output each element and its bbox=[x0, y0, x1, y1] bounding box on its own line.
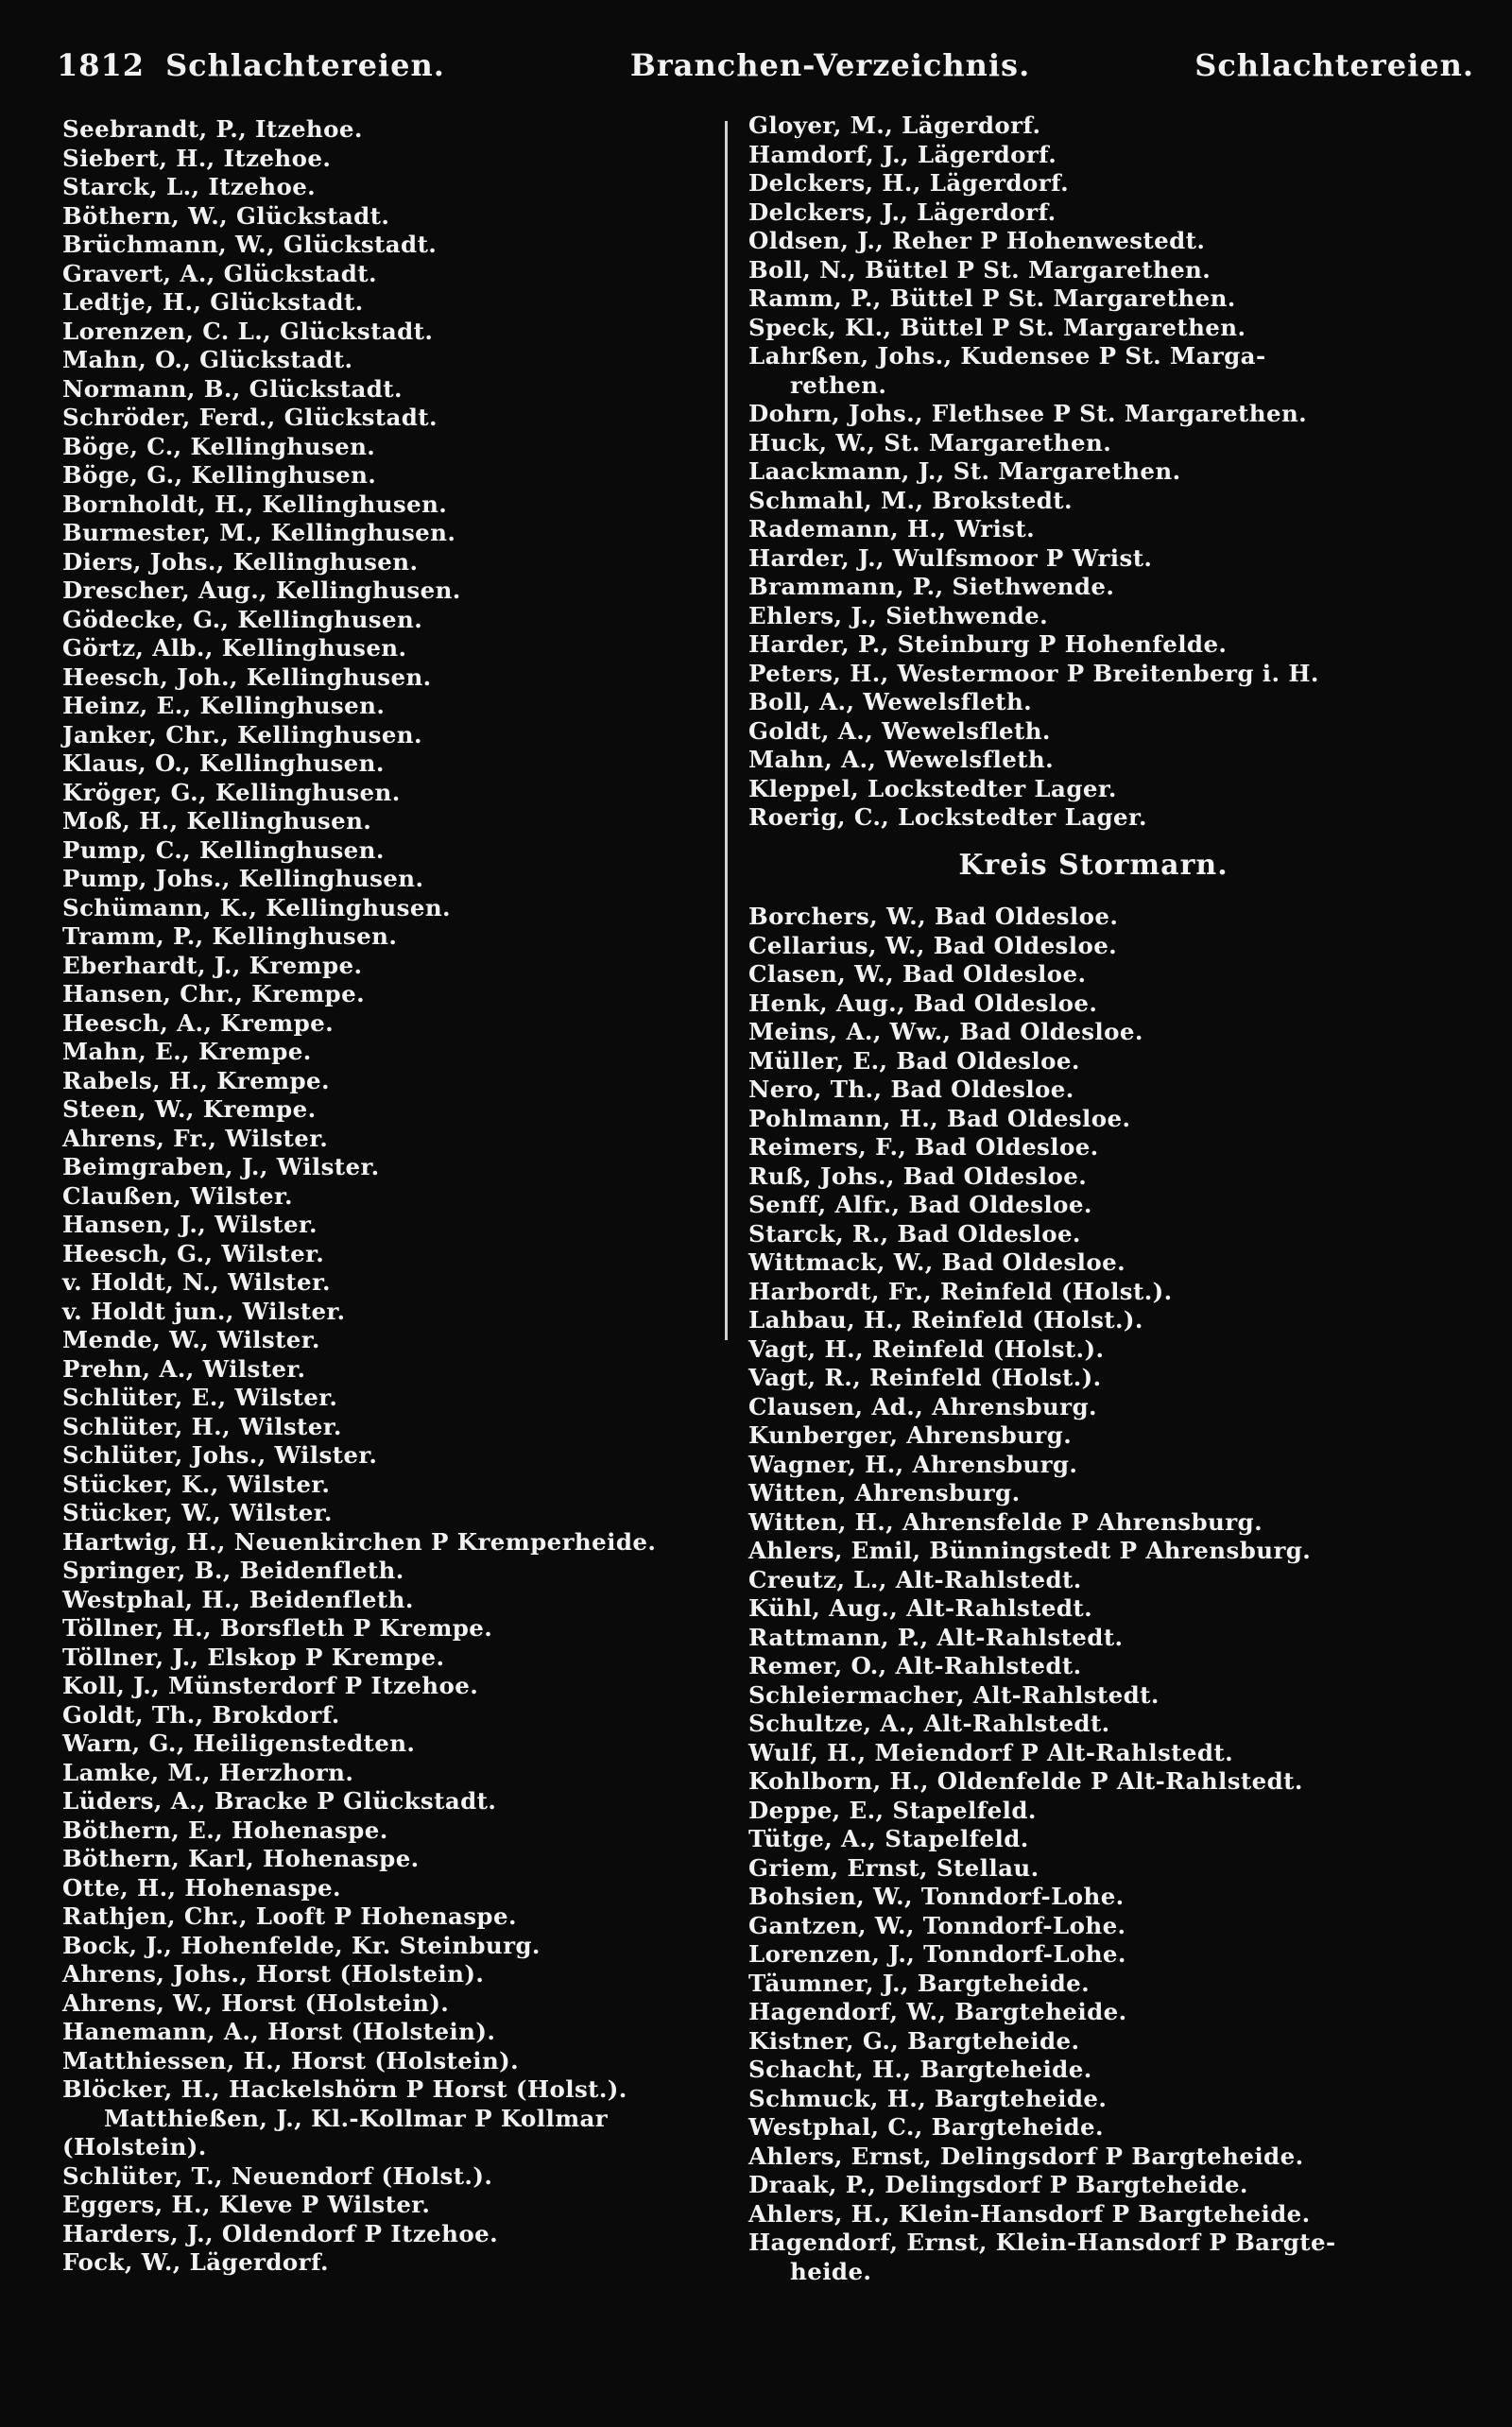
directory-entry: Töllner, J., Elskop P Krempe. bbox=[62, 1643, 445, 1671]
directory-entry: Starck, L., Itzehoe. bbox=[62, 173, 317, 200]
directory-entry: Böthern, W., Glückstadt. bbox=[62, 201, 390, 230]
directory-entry: Böge, C., Kellinghusen. bbox=[62, 432, 376, 460]
directory-entry: Blöcker, H., Hackelshörn P Horst (Holst.). bbox=[62, 2075, 627, 2103]
directory-entry: Rathjen, Chr., Looft P Hohenaspe. bbox=[62, 1902, 517, 1930]
directory-entry: Delckers, H., Lägerdorf. bbox=[748, 169, 1070, 197]
directory-entry: Schröder, Ferd., Glückstadt. bbox=[62, 404, 438, 431]
directory-entry: Cellarius, W., Bad Oldesloe. bbox=[748, 931, 1118, 959]
directory-entry: Wagner, H., Ahrensburg. bbox=[748, 1450, 1078, 1478]
directory-entry: Ahrens, W., Horst (Holstein). bbox=[62, 1988, 450, 2017]
directory-entry: Boll, N., Büttel P St. Margarethen. bbox=[748, 255, 1211, 284]
directory-entry: Gloyer, M., Lägerdorf. bbox=[748, 112, 1041, 139]
directory-entry: Tramm, P., Kellinghusen. bbox=[62, 922, 398, 950]
directory-entry: Senff, Alfr., Bad Oldesloe. bbox=[748, 1191, 1092, 1218]
left-column bbox=[62, 115, 733, 2278]
directory-entry: Bock, J., Hohenfelde, Kr. Steinburg. bbox=[62, 1931, 541, 1959]
directory-entry: Boll, A., Wewelsfleth. bbox=[748, 688, 1033, 715]
directory-entry: Schlüter, Johs., Wilster. bbox=[62, 1441, 378, 1469]
directory-entry: Lüders, A., Bracke P Glückstadt. bbox=[62, 1787, 497, 1815]
header-left bbox=[57, 47, 466, 83]
directory-entry: Burmester, M., Kellinghusen. bbox=[62, 519, 456, 546]
directory-entry: Griem, Ernst, Stellau. bbox=[748, 1853, 1040, 1882]
directory-entry: Böge, G., Kellinghusen. bbox=[62, 461, 377, 489]
directory-entry: Kunberger, Ahrensburg. bbox=[748, 1421, 1073, 1449]
directory-entry: Lahrßen, Johs., Kudensee P St. Marga- bbox=[748, 342, 1266, 370]
directory-entry: Seebrandt, P., Itzehoe. bbox=[62, 115, 363, 143]
directory-entry: Speck, Kl., Büttel P St. Margarethen. bbox=[748, 313, 1246, 341]
directory-entry: Hamdorf, J., Lägerdorf. bbox=[748, 140, 1057, 168]
directory-entry: Schlüter, E., Wilster. bbox=[62, 1384, 338, 1411]
directory-entry: Meins, A., Ww., Bad Oldesloe. bbox=[748, 1018, 1143, 1045]
directory-entry: Töllner, H., Borsfleth P Krempe. bbox=[62, 1614, 493, 1642]
directory-entry: Starck, R., Bad Oldesloe. bbox=[748, 1219, 1081, 1248]
directory-entry: Pohlmann, H., Bad Oldesloe. bbox=[748, 1104, 1131, 1132]
directory-entry: Eberhardt, J., Krempe. bbox=[62, 951, 363, 979]
directory-entry: Dohrn, Johs., Flethsee P St. Margarethen. bbox=[748, 400, 1308, 427]
directory-entry: Gantzen, W., Tonndorf-Lohe. bbox=[748, 1911, 1126, 1939]
directory-entry: Ahlers, H., Klein-Hansdorf P Bargteheide. bbox=[748, 2199, 1311, 2228]
page-number: 1812 bbox=[57, 47, 146, 83]
directory-entry: Springer, B., Beidenfleth. bbox=[62, 1557, 404, 1584]
directory-entry: Brüchmann, W., Glückstadt. bbox=[62, 231, 438, 258]
directory-entry: Brammann, P., Siethwende. bbox=[748, 573, 1115, 600]
directory-entry: Laackmann, J., St. Margarethen. bbox=[748, 457, 1181, 485]
directory-entry: Goldt, Th., Brokdorf. bbox=[62, 1700, 340, 1729]
directory-entry: Remer, O., Alt-Rahlstedt. bbox=[748, 1652, 1082, 1679]
directory-entry: Creutz, L., Alt-Rahlstedt. bbox=[748, 1565, 1082, 1593]
directory-entry: Heesch, G., Wilster. bbox=[62, 1239, 325, 1267]
directory-entry: Witten, H., Ahrensfelde P Ahrensburg. bbox=[748, 1507, 1263, 1536]
directory-entry: Fock, W., Lägerdorf. bbox=[62, 2248, 329, 2276]
directory-entry: Reimers, F., Bad Oldesloe. bbox=[748, 1133, 1099, 1161]
directory-entry: Ahlers, Emil, Bünningstedt P Ahrensburg. bbox=[748, 1537, 1312, 1564]
directory-entry: Roerig, C., Lockstedter Lager. bbox=[748, 803, 1147, 831]
directory-entry: Lorenzen, J., Tonndorf-Lohe. bbox=[748, 1940, 1126, 1968]
directory-entry: Vagt, R., Reinfeld (Holst.). bbox=[748, 1364, 1102, 1391]
directory-entry: Mahn, O., Glückstadt. bbox=[62, 346, 353, 373]
directory-entry: Huck, W., St. Margarethen. bbox=[748, 428, 1112, 456]
directory-entry: Kistner, G., Bargteheide. bbox=[748, 2026, 1080, 2055]
directory-entry: Tütge, A., Stapelfeld. bbox=[748, 1825, 1029, 1852]
page-header bbox=[57, 47, 1474, 95]
directory-entry: Ramm, P., Büttel P St. Margarethen. bbox=[748, 284, 1236, 312]
directory-entry: Rattmann, P., Alt-Rahlstedt. bbox=[748, 1623, 1124, 1651]
directory-entry: Henk, Aug., Bad Oldesloe. bbox=[748, 989, 1098, 1017]
directory-entry: Hartwig, H., Neuenkirchen P Kremperheide. bbox=[62, 1527, 657, 1556]
directory-entry: Hagendorf, W., Bargteheide. bbox=[748, 1998, 1127, 2025]
directory-entry: Bornholdt, H., Kellinghusen. bbox=[62, 490, 448, 518]
directory-entry: Mende, W., Wilster. bbox=[62, 1326, 320, 1353]
directory-entry: Lorenzen, C. L., Glückstadt. bbox=[62, 317, 434, 345]
directory-entry: Mahn, E., Krempe. bbox=[62, 1038, 312, 1065]
directory-entry: Stücker, W., Wilster. bbox=[62, 1499, 333, 1526]
right-column-bottom bbox=[748, 903, 1495, 2286]
directory-entry: Normann, B., Glückstadt. bbox=[62, 374, 403, 403]
directory-entry: Oldsen, J., Reher P Hohenwestedt. bbox=[748, 227, 1206, 254]
directory-entry: Gödecke, G., Kellinghusen. bbox=[62, 605, 423, 633]
directory-entry: Ahlers, Ernst, Delingsdorf P Bargteheide. bbox=[748, 2142, 1304, 2170]
directory-entry: Siebert, H., Itzehoe. bbox=[62, 144, 332, 172]
directory-entry: Peters, H., Westermoor P Breitenberg i. H. bbox=[748, 659, 1319, 687]
directory-entry: (Holstein). bbox=[62, 2133, 207, 2160]
directory-entry: Vagt, H., Reinfeld (Holst.). bbox=[748, 1334, 1105, 1363]
directory-entry: Westphal, C., Bargteheide. bbox=[748, 2113, 1104, 2141]
directory-entry: Schacht, H., Bargteheide. bbox=[748, 2056, 1092, 2083]
directory-entry: Witten, Ahrensburg. bbox=[748, 1479, 1021, 1506]
directory-entry: Schultze, A., Alt-Rahlstedt. bbox=[748, 1710, 1110, 1737]
directory-entry: Schleiermacher, Alt-Rahlstedt. bbox=[748, 1680, 1160, 1709]
directory-entry: Diers, Johs., Kellinghusen. bbox=[62, 547, 419, 576]
directory-entry: Harbordt, Fr., Reinfeld (Holst.). bbox=[748, 1277, 1173, 1305]
directory-entry: Eggers, H., Kleve P Wilster. bbox=[62, 2191, 431, 2218]
directory-entry: Clasen, W., Bad Oldesloe. bbox=[748, 960, 1087, 988]
directory-entry: Kühl, Aug., Alt-Rahlstedt. bbox=[748, 1594, 1093, 1622]
directory-entry: Claußen, Wilster. bbox=[62, 1181, 293, 1210]
directory-entry: Heinz, E., Kellinghusen. bbox=[62, 692, 386, 719]
directory-entry: Warn, G., Heiligenstedten. bbox=[62, 1730, 416, 1757]
directory-entry: rethen. bbox=[790, 370, 887, 399]
directory-entry: Ledtje, H., Glückstadt. bbox=[62, 288, 364, 316]
directory-entry: Steen, W., Krempe. bbox=[62, 1095, 317, 1123]
directory-entry: Mahn, A., Wewelsfleth. bbox=[748, 746, 1055, 773]
directory-entry: Gravert, A., Glückstadt. bbox=[62, 259, 377, 287]
directory-entry: Matthiessen, H., Horst (Holstein). bbox=[62, 2046, 520, 2074]
directory-entry: Täumner, J., Bargteheide. bbox=[748, 1969, 1091, 1997]
directory-entry: Wulf, H., Meiendorf P Alt-Rahlstedt. bbox=[748, 1738, 1234, 1766]
directory-entry: Deppe, E., Stapelfeld. bbox=[748, 1796, 1037, 1824]
directory-entry: Ehlers, J., Siethwende. bbox=[748, 601, 1049, 629]
directory-entry: v. Holdt, N., Wilster. bbox=[62, 1268, 331, 1296]
section-title-kreis-stormarn: Kreis Stormarn. bbox=[958, 848, 1228, 882]
directory-entry: Drescher, Aug., Kellinghusen. bbox=[62, 577, 461, 604]
right-column bbox=[748, 112, 1495, 2286]
directory-entry: Ahrens, Johs., Horst (Holstein). bbox=[62, 1960, 485, 1988]
directory-entry: Nero, Th., Bad Oldesloe. bbox=[748, 1076, 1074, 1103]
directory-entry: Böthern, E., Hohenaspe. bbox=[62, 1816, 388, 1844]
directory-entry: Schmuck, H., Bargteheide. bbox=[748, 2084, 1108, 2112]
directory-entry: Draak, P., Delingsdorf P Bargteheide. bbox=[748, 2171, 1248, 2198]
directory-entry: Harders, J., Oldendorf P Itzehoe. bbox=[62, 2219, 499, 2247]
directory-entry: Heesch, Joh., Kellinghusen. bbox=[62, 663, 432, 691]
directory-entry: Borchers, W., Bad Oldesloe. bbox=[748, 903, 1119, 930]
directory-entry: Clausen, Ad., Ahrensburg. bbox=[748, 1392, 1097, 1420]
directory-entry: Rademann, H., Wrist. bbox=[748, 515, 1036, 542]
directory-entry: Delckers, J., Lägerdorf. bbox=[748, 198, 1057, 226]
directory-entry: Hanemann, A., Horst (Holstein). bbox=[62, 2018, 496, 2045]
directory-entry: Böthern, Karl, Hohenaspe. bbox=[62, 1845, 420, 1872]
directory-entry: Prehn, A., Wilster. bbox=[62, 1354, 306, 1383]
directory-entry: Goldt, A., Wewelsfleth. bbox=[748, 716, 1051, 745]
directory-entry: heide. bbox=[790, 2257, 872, 2285]
directory-entry: Ruß, Johs., Bad Oldesloe. bbox=[748, 1162, 1088, 1190]
directory-entry: Kohlborn, H., Oldenfelde P Alt-Rahlstedt. bbox=[748, 1767, 1303, 1795]
header-right-title: Schlachtereien. bbox=[1194, 47, 1474, 83]
directory-entry: Harder, P., Steinburg P Hohenfelde. bbox=[748, 630, 1228, 658]
header-left-title: Schlachtereien. bbox=[165, 47, 445, 83]
directory-entry: Otte, H., Hohenaspe. bbox=[62, 1873, 341, 1902]
directory-entry: Müller, E., Bad Oldesloe. bbox=[748, 1046, 1080, 1075]
directory-entry: Schümann, K., Kellinghusen. bbox=[62, 893, 451, 921]
directory-entry: Hansen, J., Wilster. bbox=[62, 1211, 318, 1238]
directory-entry: Kröger, G., Kellinghusen. bbox=[62, 778, 401, 806]
directory-entry: Rabels, H., Krempe. bbox=[62, 1066, 330, 1094]
directory-entry: Hagendorf, Ernst, Klein-Hansdorf P Bargte- bbox=[748, 2229, 1336, 2256]
right-column-top bbox=[748, 112, 1495, 833]
directory-entry: Schlüter, T., Neuendorf (Holst.). bbox=[62, 2161, 493, 2190]
directory-entry: Stücker, K., Wilster. bbox=[62, 1470, 331, 1498]
directory-entry: v. Holdt jun., Wilster. bbox=[62, 1297, 346, 1325]
directory-entry: Beimgraben, J., Wilster. bbox=[62, 1153, 380, 1180]
directory-entry: Janker, Chr., Kellinghusen. bbox=[62, 720, 422, 749]
directory-entry: Heesch, A., Krempe. bbox=[62, 1008, 335, 1037]
directory-entry: Görtz, Alb., Kellinghusen. bbox=[62, 634, 407, 662]
directory-entry: Schmahl, M., Brokstedt. bbox=[748, 486, 1073, 514]
directory-entry: Pump, Johs., Kellinghusen. bbox=[62, 865, 424, 892]
directory-entry: Lahbau, H., Reinfeld (Holst.). bbox=[748, 1306, 1143, 1334]
directory-entry: Moß, H., Kellinghusen. bbox=[62, 807, 372, 835]
directory-entry: Koll, J., Münsterdorf P Itzehoe. bbox=[62, 1672, 479, 1699]
directory-entry: Bohsien, W., Tonndorf-Lohe. bbox=[748, 1883, 1125, 1910]
directory-entry: Kleppel, Lockstedter Lager. bbox=[748, 774, 1117, 802]
directory-entry: Wittmack, W., Bad Oldesloe. bbox=[748, 1248, 1126, 1276]
directory-entry: Harder, J., Wulfsmoor P Wrist. bbox=[748, 543, 1153, 572]
directory-entry: Ahrens, Fr., Wilster. bbox=[62, 1124, 329, 1152]
directory-entry: Klaus, O., Kellinghusen. bbox=[62, 749, 385, 777]
header-center-title: Branchen-Verzeichnis. bbox=[629, 47, 1031, 83]
directory-entry: Hansen, Chr., Krempe. bbox=[62, 980, 366, 1007]
directory-entry: Lamke, M., Herzhorn. bbox=[62, 1758, 354, 1786]
directory-entry: Matthießen, J., Kl.-Kollmar P Kollmar bbox=[104, 2104, 609, 2132]
directory-entry: Pump, C., Kellinghusen. bbox=[62, 835, 385, 864]
directory-entry: Schlüter, H., Wilster. bbox=[62, 1412, 342, 1440]
directory-entry: Westphal, H., Beidenfleth. bbox=[62, 1585, 414, 1613]
